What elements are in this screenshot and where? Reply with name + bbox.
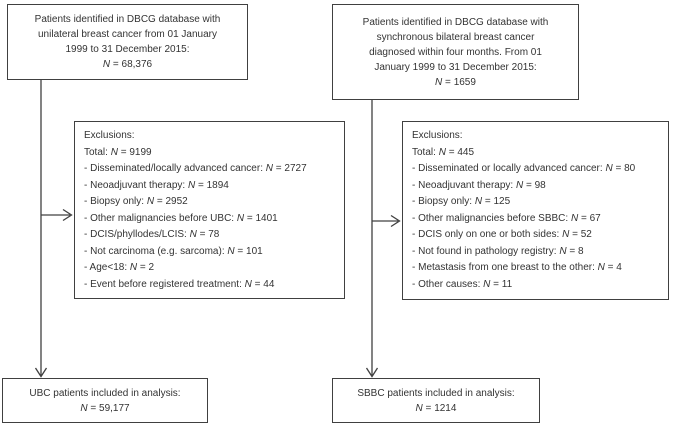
- n-value: 2: [148, 262, 155, 273]
- n-value: 1659: [453, 76, 476, 88]
- exclusion-item: - Not found in pathology registry: N = 8: [412, 245, 584, 257]
- box-title-line: unilateral breast cancer from 01 January: [38, 29, 217, 40]
- exclusion-item: - Metastasis from one breast to the other: N = 4: [412, 262, 622, 273]
- exclusion-item: - DCIS/phyllodes/LCIS: N = 78: [84, 229, 220, 240]
- n-symbol: N: [187, 179, 196, 191]
- exclusion-item: - Age<18: N = 2: [84, 262, 155, 273]
- n-value-line: N = 1659: [435, 76, 476, 88]
- n-symbol: N: [265, 163, 273, 174]
- n-symbol: N: [146, 196, 155, 207]
- n-value: 101: [246, 245, 263, 257]
- exclusions-total: Total: N = 445: [412, 146, 475, 158]
- box-bilateral-source: [332, 4, 579, 100]
- exclusion-item: - Disseminated/locally advanced cancer: N = 2727: [84, 163, 307, 174]
- n-value: 1401: [255, 212, 278, 224]
- n-symbol: N: [605, 163, 613, 174]
- n-value-line: N = 68,376: [102, 59, 153, 70]
- connector-sbbc-flow: [367, 100, 400, 377]
- box-title-line: Patients identified in DBCG database with: [34, 14, 221, 25]
- exclusion-item: - Disseminated or locally advanced cancer: N = 80: [412, 163, 636, 174]
- n-value: 98: [534, 179, 546, 191]
- arrowhead-down-icon: [36, 368, 47, 377]
- box-title-line: January 1999 to 31 December 2015:: [374, 61, 537, 73]
- n-value-line: N = 1214: [415, 402, 457, 414]
- exclusion-item: - Other causes: N = 11: [412, 278, 513, 290]
- connector-ubc-flow: [36, 80, 72, 377]
- n-symbol: N: [244, 278, 252, 290]
- n-symbol: N: [80, 402, 88, 414]
- exclusions-heading: Exclusions:: [412, 130, 463, 141]
- exclusion-item: - Other malignancies before UBC: N = 1401: [84, 212, 278, 224]
- n-value: 44: [263, 278, 275, 290]
- n-symbol: N: [515, 179, 524, 191]
- box-unilateral-source: [7, 4, 248, 80]
- n-value: 2727: [284, 163, 307, 174]
- n-symbol: N: [415, 402, 423, 414]
- n-symbol: N: [110, 146, 118, 158]
- n-symbol: N: [236, 212, 245, 224]
- box-title-line: 1999 to 31 December 2015:: [65, 44, 190, 55]
- n-value: 125: [493, 196, 511, 207]
- n-symbol: N: [435, 76, 443, 88]
- n-value: 68,376: [121, 59, 153, 70]
- n-value-line: N = 59,177: [80, 402, 130, 414]
- n-value: 78: [208, 229, 220, 240]
- n-value: 4: [616, 262, 622, 273]
- n-value: 67: [589, 212, 601, 224]
- exclusion-item: - Event before registered treatment: N = 44: [84, 278, 275, 290]
- exclusion-item: - Neoadjuvant therapy: N = 1894: [84, 179, 229, 191]
- exclusions-total: Total: N = 9199: [84, 146, 152, 158]
- n-value: 59,177: [99, 402, 130, 414]
- n-symbol: N: [562, 229, 570, 240]
- n-value: 52: [580, 229, 592, 240]
- box-sbbc-included: [332, 378, 540, 423]
- n-value: 8: [577, 245, 584, 257]
- box-exclusions-ubc: [74, 121, 345, 299]
- n-value: 80: [624, 163, 636, 174]
- box-title-line: Patients identified in DBCG database with: [362, 16, 549, 28]
- n-symbol: N: [227, 245, 235, 257]
- exclusion-item: - Biopsy only: N = 125: [412, 196, 511, 207]
- box-title-line: SBBC patients included in analysis:: [357, 387, 515, 399]
- exclusion-item: - Not carcinoma (e.g. sarcoma): N = 101: [84, 245, 263, 257]
- box-ubc-included: [2, 378, 208, 423]
- n-symbol: N: [474, 196, 483, 207]
- n-value: 9199: [129, 146, 152, 158]
- box-title-line: diagnosed within four months. From 01: [369, 46, 542, 58]
- n-value: 11: [501, 278, 513, 290]
- n-value: 1214: [434, 402, 457, 414]
- exclusion-item: - Other malignancies before SBBC: N = 67: [412, 212, 601, 224]
- exclusions-heading: Exclusions:: [84, 130, 135, 141]
- n-symbol: N: [129, 262, 138, 273]
- exclusion-item: - Neoadjuvant therapy: N = 98: [412, 179, 546, 191]
- arrowhead-down-icon: [367, 368, 378, 377]
- arrowhead-right-icon: [391, 216, 400, 227]
- n-value: 445: [457, 146, 475, 158]
- n-value: 2952: [165, 196, 188, 207]
- n-symbol: N: [483, 278, 491, 290]
- n-symbol: N: [102, 59, 111, 70]
- n-value: 1894: [206, 179, 229, 191]
- arrowhead-right-icon: [63, 210, 72, 221]
- n-symbol: N: [597, 262, 605, 273]
- box-title-line: synchronous bilateral breast cancer: [376, 31, 535, 43]
- box-exclusions-sbbc: [402, 121, 669, 300]
- exclusion-item: - Biopsy only: N = 2952: [84, 196, 188, 207]
- exclusion-item: - DCIS only on one or both sides: N = 52: [412, 229, 592, 240]
- box-title-line: UBC patients included in analysis:: [29, 387, 181, 399]
- n-symbol: N: [570, 212, 579, 224]
- n-symbol: N: [189, 229, 197, 240]
- n-symbol: N: [559, 245, 567, 257]
- n-symbol: N: [438, 146, 446, 158]
